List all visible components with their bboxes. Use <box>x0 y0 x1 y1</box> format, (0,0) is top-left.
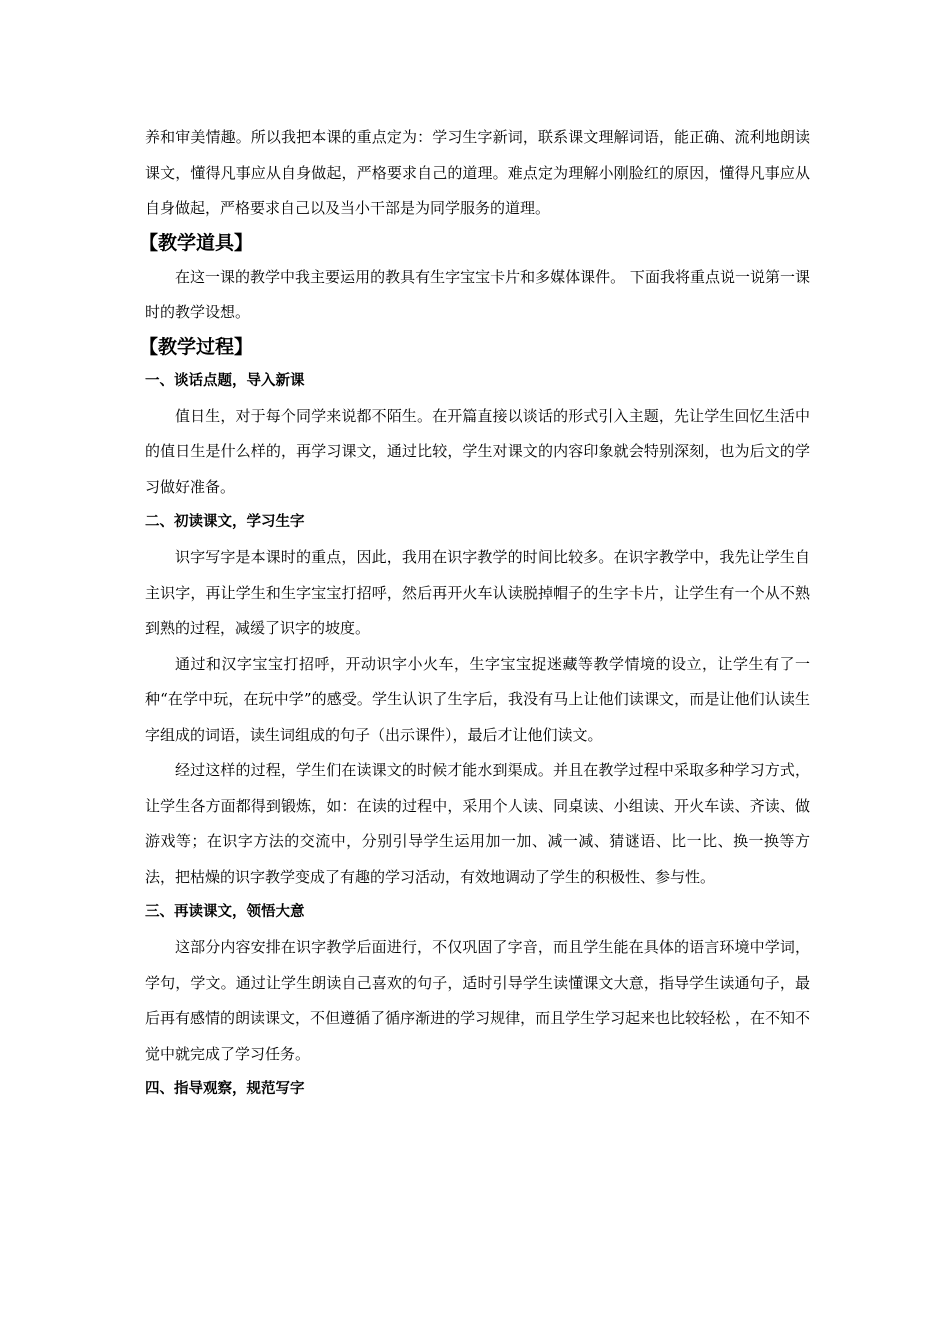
step1-title: 一、谈话点题，导入新课 <box>145 372 305 389</box>
teaching-process-heading: 【教学过程】 <box>139 335 254 358</box>
step2-paragraph-3: 经过这样的过程，学生们在读课文的时候才能水到渠成。并且在教学过程中采取多种学习方式，让学生各方面都得到锻炼，如：在读的过程中，采用个人读、同桌读、小组读、开火车读、齐读、做游戏等；在识字方法的交流中，分别引导学生运用加一加、减一减、猜谜语、比一比、换一换等方法，把枯燥的识字教学变成了有趣的学习活动，有效地调动了学生的积极性、参与性。 <box>145 761 810 886</box>
step1-paragraph: 值日生，对于每个同学来说都不陌生。在开篇直接以谈话的形式引入主题，先让学生回忆生活中的值日生是什么样的，再学习课文，通过比较，学生对课文的内容印象就会特别深刻，也为后文的学习做好准备。 <box>145 406 810 496</box>
teaching-tools-heading: 【教学道具】 <box>139 231 254 254</box>
teaching-tools-paragraph: 在这一课的教学中我主要运用的教具有生字宝宝卡片和多媒体课件。 下面我将重点说一说第一课时的教学设想。 <box>145 267 810 321</box>
document-body <box>139 120 810 1107</box>
step3-title: 三、再读课文，领悟大意 <box>145 904 305 920</box>
step2-paragraph-1: 识字写字是本课时的重点，因此，我用在识字教学的时间比较多。在识字教学中，我先让学生自主识字，再让学生和生字宝宝打招呼，然后再开火车认读脱掉帽子的生字卡片，让学生有一个从不熟到熟的过程，减缓了识字的坡度。 <box>145 548 810 637</box>
intro-paragraph: 养和审美情趣。所以我把本课的重点定为：学习生字新词，联系课文理解词语，能正确、流利地朗读课文，懂得凡事应从自身做起，严格要求自己的道理。难点定为理解小刚脸红的原因，懂得凡事应从自身做起，严格要求自己以及当小干部是为同学服务的道理。 <box>145 128 810 217</box>
step4-title: 四、指导观察，规范写字 <box>145 1081 305 1097</box>
step2-title: 二、初读课文，学习生字 <box>145 514 305 530</box>
step2-paragraph-2: 通过和汉字宝宝打招呼，开动识字小火车，生字宝宝捉迷藏等教学情境的设立，让学生有了一种“在学中玩，在玩中学”的感受。学生认识了生字后，我没有马上让他们读课文，而是让他们认读生字组成的词语，读生词组成的句子（出示课件），最后才让他们读文。 <box>145 654 810 744</box>
step3-paragraph: 这部分内容安排在识字教学后面进行，不仅巩固了字音，而且学生能在具体的语言环境中学词，学句，学文。通过让学生朗读自己喜欢的句子，适时引导学生读懂课文大意，指导学生读通句子，最后再有感情的朗读课文，不但遵循了循序渐进的学习规律，而且学生学习起来也比较轻松 ，在不知不觉中就完成了学习任务。 <box>145 938 810 1063</box>
